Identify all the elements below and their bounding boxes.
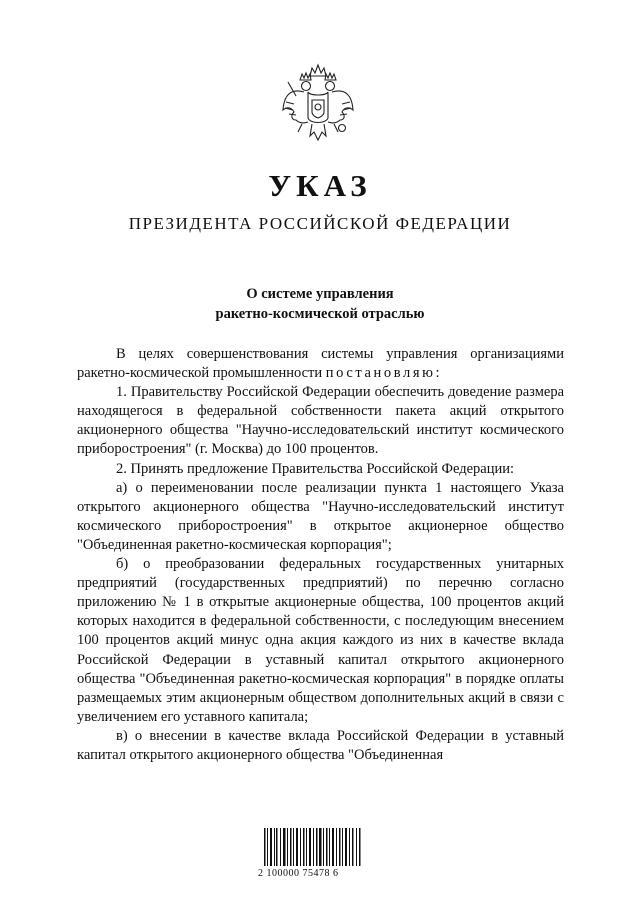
document-subtitle: ПРЕЗИДЕНТА РОССИЙСКОЙ ФЕДЕРАЦИИ: [128, 214, 512, 233]
preamble-text: В целях совершенствования системы управления организациями ракетно-космической промышленности: [77, 346, 564, 382]
coat-of-arms-icon: [280, 62, 356, 148]
heading-line-1: О системе управления: [246, 286, 394, 302]
clause-2: 2. Принять предложение Правительства Российской Федерации:: [116, 460, 515, 477]
decree-body: [77, 345, 564, 765]
preamble-colon: :: [435, 365, 440, 382]
preamble-paragraph: [77, 345, 564, 383]
barcode-number: 2 100000 75478 6: [258, 868, 339, 879]
clause-2b: б) о преобразовании федеральных государственных унитарных предприятий (государственных предприятий) по перечню согласно приложению № 1 в открытые акционерные общества, 100 процентов акций которых находится в федеральной собственности, с последующим внесением 100 процентов акций минус одна акция каждого из них в качестве вклада Российской Федерации в уставный капитал открытого акционерного общества "Объединенная ракетно-космическая корпорация" в порядке оплаты размещаемых этим акционерным обществом дополнительных акций в связи с увеличением его уставного капитала;: [77, 556, 564, 725]
heading-line-2: ракетно-космической отраслью: [215, 306, 425, 322]
preamble-resolve-word: постановляю: [325, 365, 436, 382]
clause-2a: а) о переименовании после реализации пункта 1 настоящего Указа открытого акционерного общества "Научно-исследовательский институт космического приборостроения" в открытое акционерное общество "Объединенная ракетно-космическая корпорация";: [77, 479, 564, 553]
document-title: УКАЗ: [268, 168, 372, 203]
decree-heading: [0, 284, 640, 324]
clause-2c: в) о внесении в качестве вклада Российской Федерации в уставный капитал открытого акционерного общества "Объединенная: [77, 727, 564, 763]
clause-1: 1. Правительству Российской Федерации обеспечить доведение размера находящегося в федеральной собственности пакета акций открытого акционерного общества "Научно-исследовательский институт космического приборостроения" (г. Москва) до 100 процентов.: [77, 384, 564, 458]
